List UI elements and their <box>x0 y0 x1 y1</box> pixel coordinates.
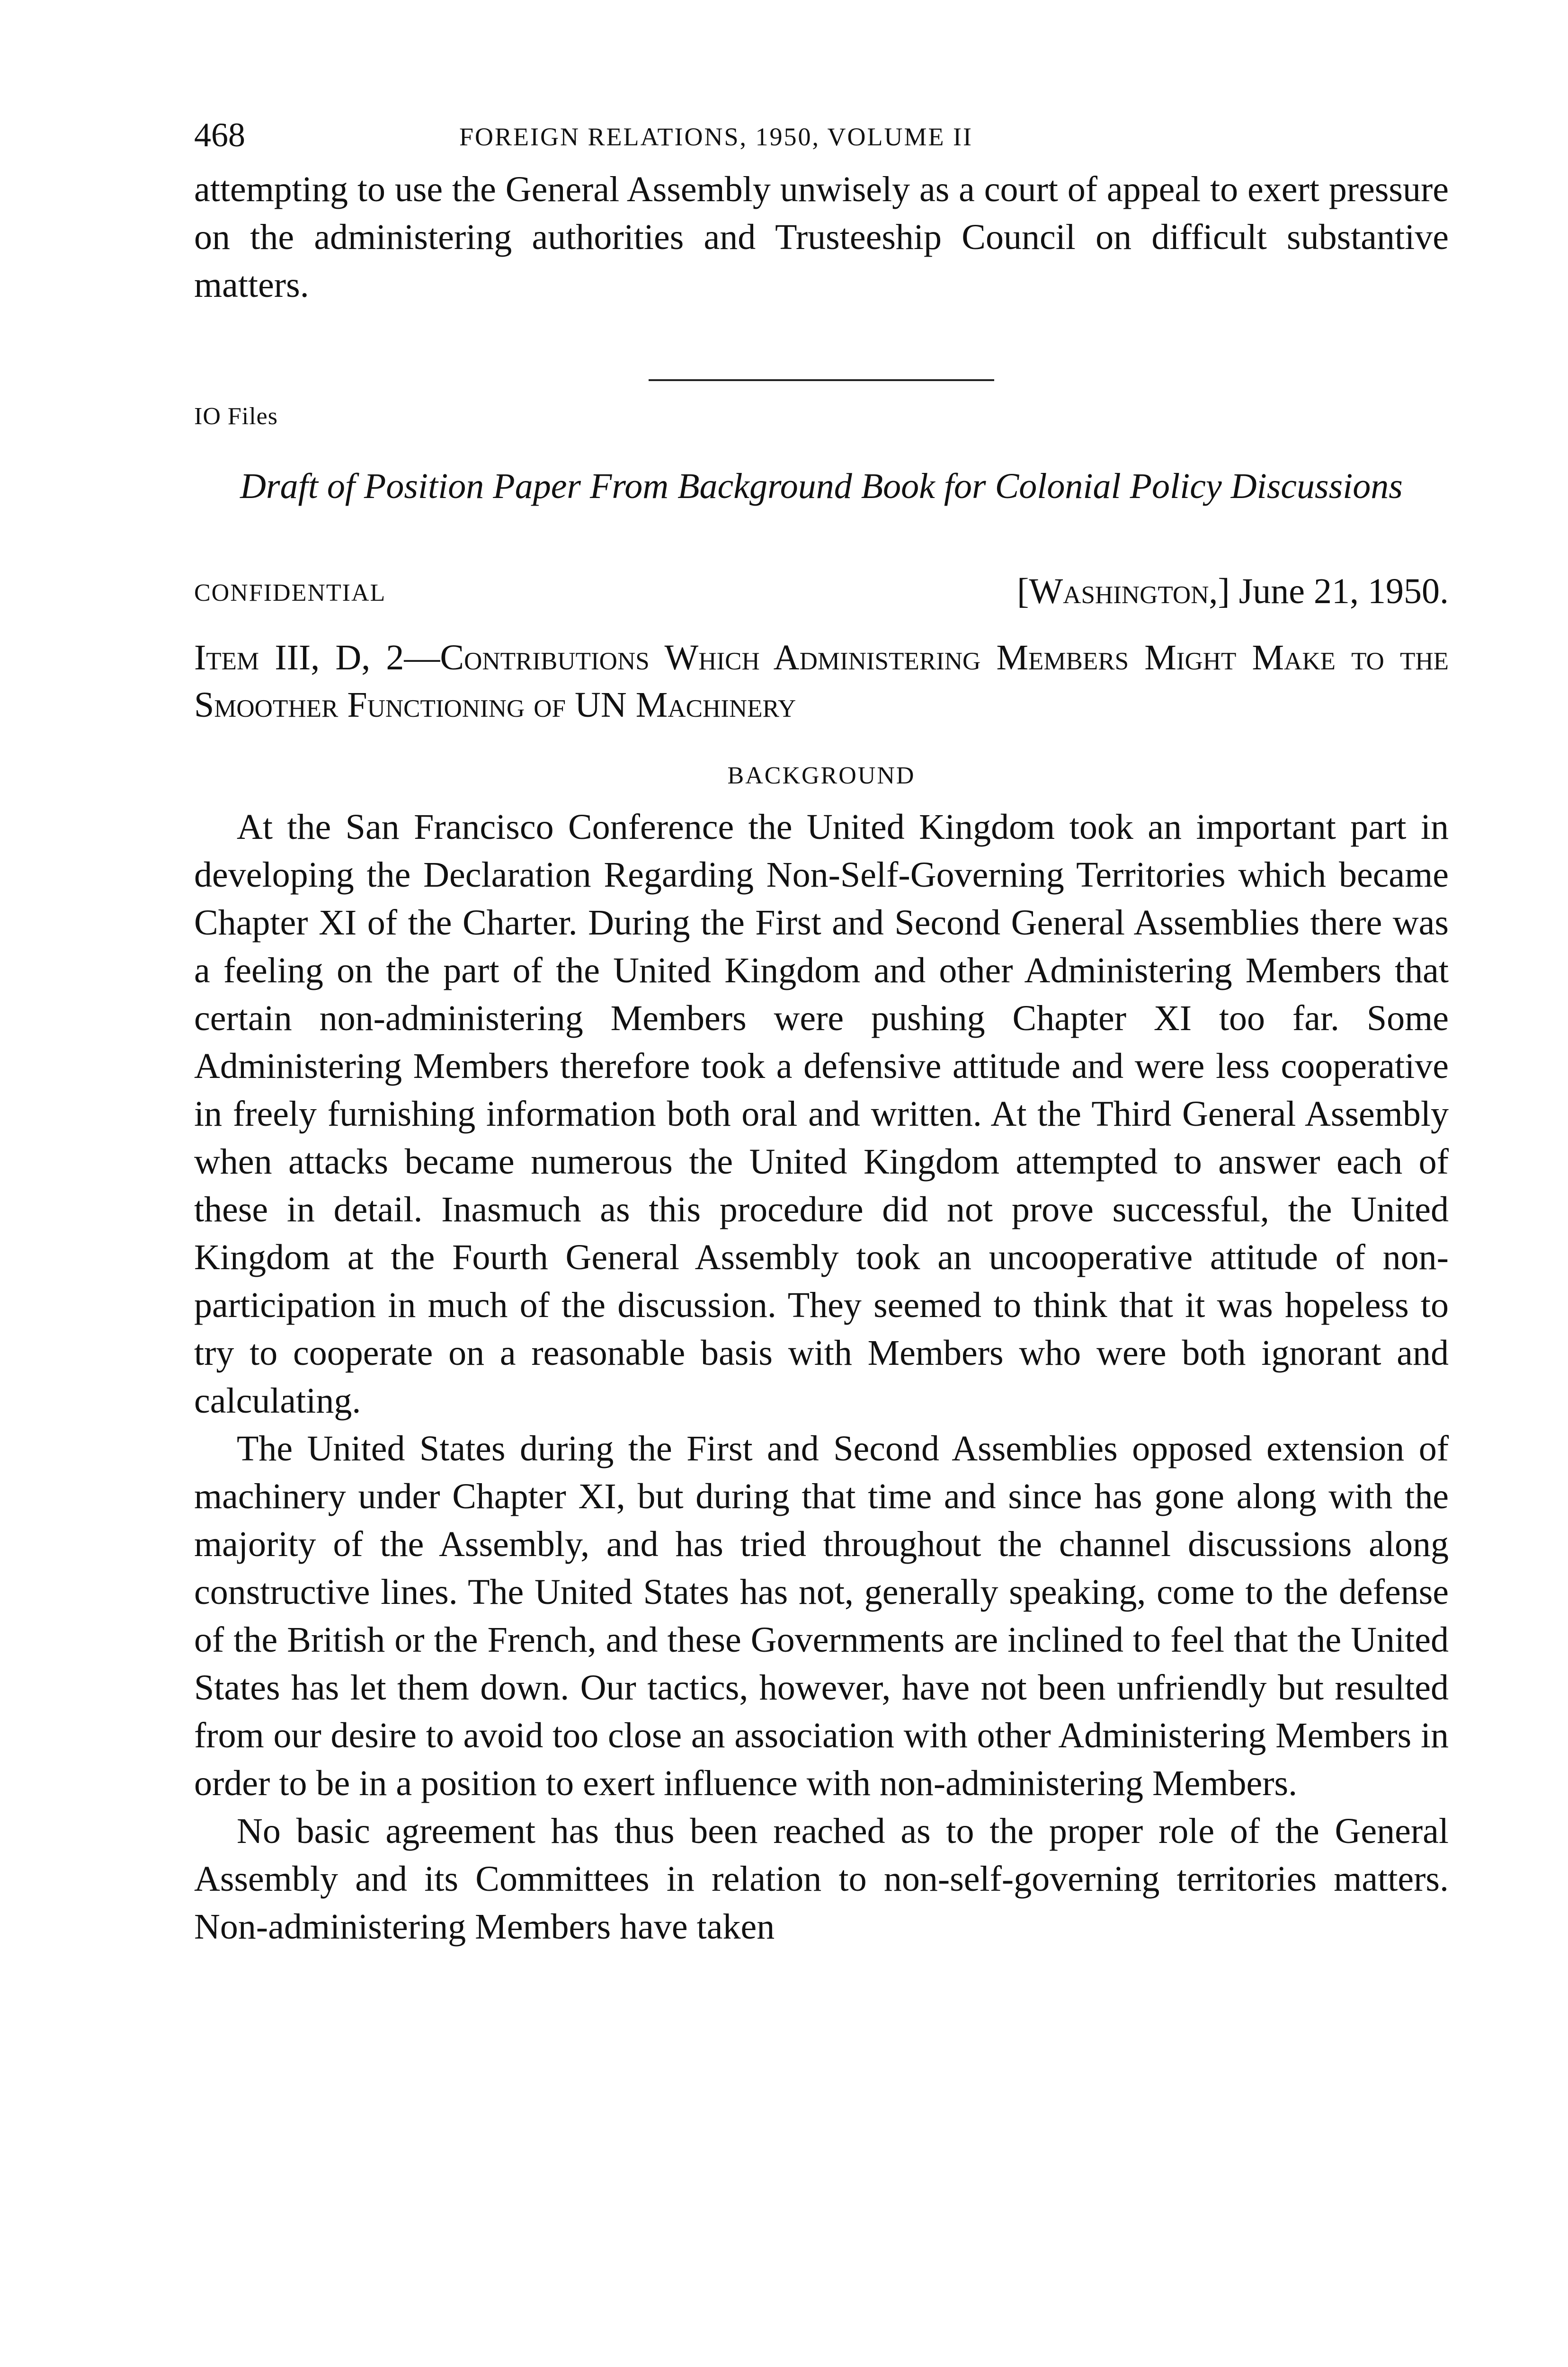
body-paragraph: At the San Francisco Conference the United Kingdom took an important part in developing the Declaration Regarding Non-Self-Governing Territories which became Chapter XI of the Charter. During the First and Second General Assemblies there was a feeling on the part of the United Kingdom and other Administering Members that certain non-administering Members were pushing Chapter XI too far. Some Administering Members therefore took a defensive attitude and were less cooperative in freely furnishing information both oral and written. At the Third General Assembly when attacks became numerous the United Kingdom attempted to answer each of these in detail. Inasmuch as this procedure did not prove successful, the United Kingdom at the Fourth General Assembly took an uncooperative attitude of non-participation in much of the discussion. They seemed to think that it was hopeless to try to cooperate on a reasonable basis with Members who were both ignorant and calculating. <box>194 807 1449 1421</box>
running-title: FOREIGN RELATIONS, 1950, VOLUME II <box>459 123 973 151</box>
document-title: Draft of Position Paper From Background Book for Colonial Policy Discussions <box>240 466 1403 506</box>
body-paragraph: The United States during the First and Second Assemblies opposed extension of machinery under Chapter XI, but during that time and since has gone along with the majority of the Assembly, and has tried throughout the channel discussions along constructive lines. The United States has not, generally speaking, come to the defense of the British or the French, and these Governments are inclined to feel that the United States has let them down. Our tactics, however, have not been unfriendly but resulted from our desire to avoid too close an association with other Administering Members in order to be in a position to exert influence with non-administering Members. <box>194 1429 1449 1803</box>
document-meta <box>194 568 1449 620</box>
document-page <box>194 114 1449 1951</box>
section-divider <box>649 379 994 381</box>
classification-label: CONFIDENTIAL <box>194 579 386 606</box>
dateline <box>1017 568 1449 615</box>
dateline-date: June 21, 1950. <box>1238 571 1449 611</box>
running-head <box>194 114 1449 166</box>
page-number: 468 <box>194 116 245 154</box>
file-reference: IO Files <box>194 403 278 430</box>
dateline-place: [Washington,] <box>1017 571 1230 611</box>
item-heading: Item III, D, 2—Contributions Which Administering Members Might Make to the Smoother Functioning of UN Machinery <box>194 638 1449 725</box>
body-paragraph: No basic agreement has thus been reached as to the proper role of the General Assembly and its Committees in relation to non-self-governing territories matters. Non-administering Members have taken <box>194 1811 1449 1947</box>
continued-paragraph: attempting to use the General Assembly unwisely as a court of appeal to exert pressure on the administering authorities and Trusteeship Council on difficult substantive matters. <box>194 169 1449 305</box>
section-heading: BACKGROUND <box>727 762 916 789</box>
